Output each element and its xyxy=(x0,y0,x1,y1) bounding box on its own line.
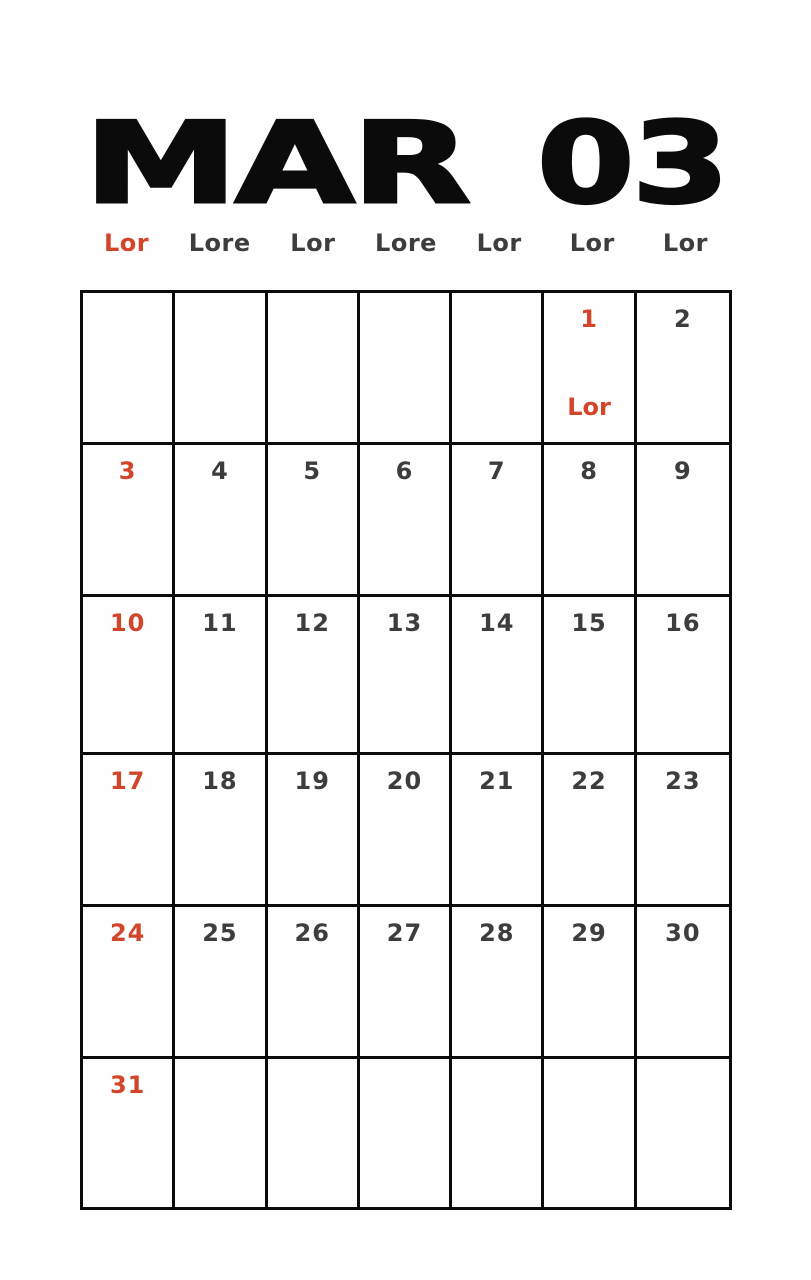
day-number: 4 xyxy=(211,457,229,485)
day-number: 22 xyxy=(571,767,607,795)
day-cell[interactable] xyxy=(452,293,544,445)
calendar-grid xyxy=(80,290,732,1210)
day-number: 10 xyxy=(109,609,146,637)
day-number: 1 xyxy=(580,305,598,333)
day-cell[interactable] xyxy=(360,445,452,597)
day-cell[interactable] xyxy=(268,755,360,907)
month-number: 03 xyxy=(537,99,727,229)
weekday-label: Lor xyxy=(104,229,150,257)
day-cell[interactable] xyxy=(83,907,175,1059)
day-cell[interactable] xyxy=(360,755,452,907)
day-cell[interactable] xyxy=(544,755,636,907)
day-number: 6 xyxy=(395,457,414,485)
day-cell[interactable] xyxy=(637,1059,729,1207)
day-number: 23 xyxy=(665,767,701,795)
day-cell[interactable] xyxy=(452,1059,544,1207)
day-note: Lor xyxy=(567,393,611,421)
day-cell[interactable] xyxy=(544,445,636,597)
day-cell[interactable] xyxy=(452,755,544,907)
weekday-label: Lore xyxy=(375,229,437,257)
weekday-label: Lore xyxy=(188,229,251,257)
day-cell[interactable] xyxy=(544,293,636,445)
day-number: 25 xyxy=(202,919,238,947)
day-number: 15 xyxy=(571,609,607,637)
day-cell[interactable] xyxy=(83,445,175,597)
day-cell[interactable] xyxy=(544,1059,636,1207)
day-number: 9 xyxy=(673,457,692,485)
day-number: 16 xyxy=(665,609,701,637)
weekday-label: Lor xyxy=(476,229,522,257)
day-cell[interactable] xyxy=(268,293,360,445)
day-cell[interactable] xyxy=(637,445,729,597)
day-cell[interactable] xyxy=(175,597,267,755)
day-number: 7 xyxy=(487,457,506,485)
day-number: 28 xyxy=(479,919,515,947)
weekday-label: Lor xyxy=(290,229,336,257)
day-number: 31 xyxy=(109,1071,146,1099)
day-cell[interactable] xyxy=(268,597,360,755)
day-number: 5 xyxy=(303,457,322,485)
day-cell[interactable] xyxy=(637,597,729,755)
day-number: 12 xyxy=(294,609,330,637)
day-number: 30 xyxy=(665,919,701,947)
day-cell[interactable] xyxy=(175,445,267,597)
day-cell[interactable] xyxy=(544,907,636,1059)
day-number: 21 xyxy=(479,767,515,795)
day-cell[interactable] xyxy=(175,293,267,445)
day-number: 3 xyxy=(118,457,137,485)
day-number: 18 xyxy=(202,767,238,795)
day-number: 14 xyxy=(479,609,515,637)
weekday-label: Lor xyxy=(569,229,615,257)
day-number: 24 xyxy=(109,919,146,947)
day-cell[interactable] xyxy=(83,755,175,907)
day-cell[interactable] xyxy=(83,1059,175,1207)
day-number: 19 xyxy=(294,767,330,795)
day-cell[interactable] xyxy=(637,293,729,445)
day-cell[interactable] xyxy=(83,597,175,755)
weekday-header-row xyxy=(80,225,732,261)
day-cell[interactable] xyxy=(175,755,267,907)
day-cell[interactable] xyxy=(360,597,452,755)
day-cell[interactable] xyxy=(268,907,360,1059)
month-title: MAR xyxy=(84,99,469,229)
day-number: 11 xyxy=(202,609,238,637)
day-number: 20 xyxy=(386,767,423,795)
day-cell[interactable] xyxy=(83,293,175,445)
day-number: 29 xyxy=(571,919,607,947)
day-cell[interactable] xyxy=(452,597,544,755)
day-number: 27 xyxy=(386,919,423,947)
day-cell[interactable] xyxy=(544,597,636,755)
day-number: 13 xyxy=(386,609,423,637)
day-number: 26 xyxy=(294,919,330,947)
weekday-label: Lor xyxy=(662,229,708,257)
day-cell[interactable] xyxy=(268,1059,360,1207)
day-cell[interactable] xyxy=(175,1059,267,1207)
day-cell[interactable] xyxy=(360,293,452,445)
day-cell[interactable] xyxy=(268,445,360,597)
day-number: 17 xyxy=(109,767,146,795)
day-cell[interactable] xyxy=(360,1059,452,1207)
day-cell[interactable] xyxy=(175,907,267,1059)
day-cell[interactable] xyxy=(452,445,544,597)
day-cell[interactable] xyxy=(637,907,729,1059)
day-cell[interactable] xyxy=(637,755,729,907)
day-cell[interactable] xyxy=(452,907,544,1059)
day-cell[interactable] xyxy=(360,907,452,1059)
day-number: 8 xyxy=(580,457,598,485)
day-number: 2 xyxy=(673,305,692,333)
